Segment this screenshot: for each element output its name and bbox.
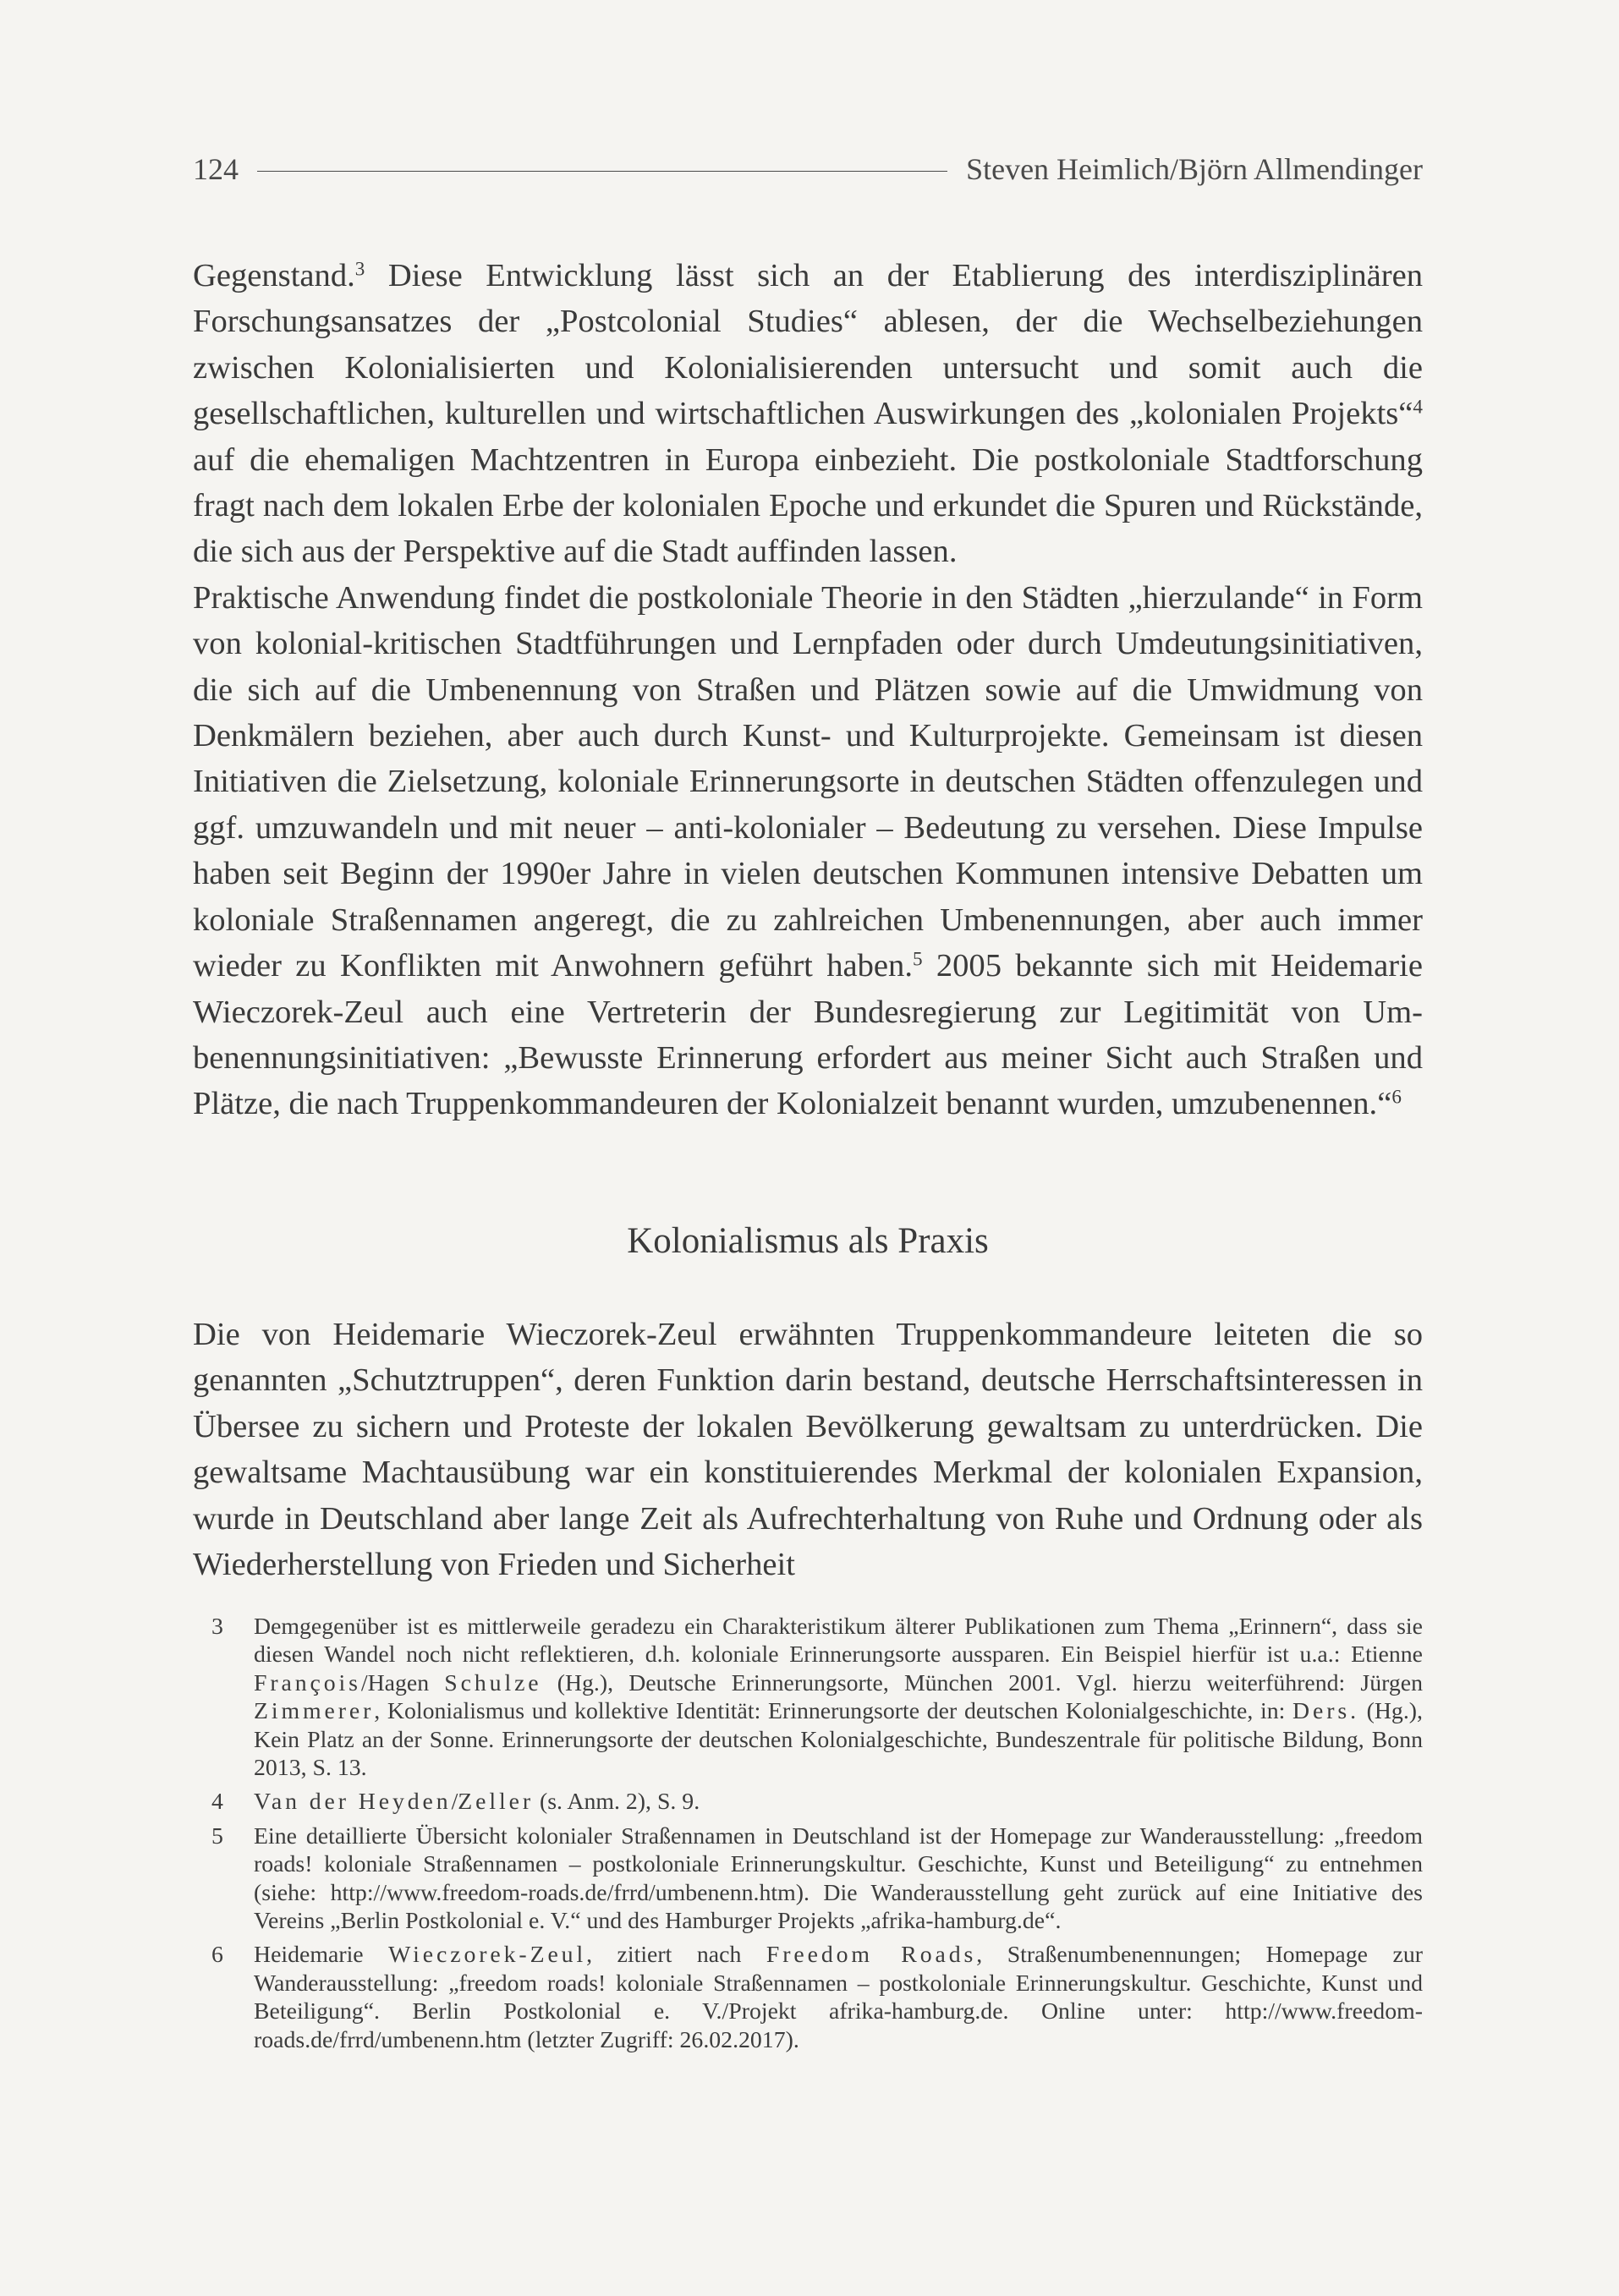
- text-run: Praktische Anwendung findet die postkoloniale Theorie in den Städten „hierzulande“ in Form von kolonial-kritischen Stadtführungen und Lernpfaden oder durch Umdeutungsinitiativen, die sich auf die Umbenennung von Straßen und Plätzen sowie auf die Umwidmung von Denkmälern beziehen, aber auch durch Kunst- und Kulturprojekte. Gemeinsam ist diesen Initiativen die Zielsetzung, koloniale Erinnerungsorte in deutschen Städten offenzulegen und ggf. umzuwandeln und mit neuer – anti-kolonialer – Bedeutung zu versehen. Diese Impulse haben seit Beginn der 1990er Jahre in vielen deutschen Kommunen intensive Debatten um koloniale Straßennamen angeregt, die zu zahlreichen Umbenennungen, aber auch immer wieder zu Konflikten mit Anwohnern geführt haben.: [193, 579, 1423, 984]
- text-run: /Hagen: [360, 1669, 445, 1696]
- section-heading: Kolonialismus als Praxis: [627, 1221, 989, 1261]
- text-run: Demgegenüber ist es mittlerweile geradezu ein Charakteristikum älterer Publikationen zum Thema „Erinnern“, dass sie diesen Wandel noch nicht reflektieren, d.h. koloniale Erinnerungsorte aussparen. Ein Beispiel hierfür ist u.a.: Etienne: [254, 1614, 1423, 1669]
- author-name: Freedom Roads: [766, 1942, 977, 1969]
- footnote-ref-4[interactable]: 4: [1413, 396, 1423, 419]
- text-run: , Straßenumbenennungen; Homepage zur Wanderausstellung: „freedom roads! koloniale Straßennamen – postkoloniale Erinnerungskultur. Geschichte, Kunst und Beteiligung“. Berlin Postkolonial e. V./Projekt afrika-hamburg.de. Online unter: http://www.freedom-roads.de/frrd/umbenenn.htm (letzter Zugriff: 26.02.2017).: [254, 1942, 1423, 2053]
- author-name: Zimmerer: [254, 1698, 375, 1725]
- author-name: Wieczorek-Zeul: [388, 1942, 587, 1969]
- author-name: Van der Heyden: [254, 1789, 452, 1816]
- text-run: (Hg.), Deutsche Erinnerungsorte, München 2001. Vgl. hierzu weiterführend: Jürgen: [541, 1669, 1423, 1696]
- footnote-number: 5: [211, 1822, 223, 1849]
- footnote-text: [254, 1788, 1423, 1816]
- footnote-number: 4: [211, 1789, 223, 1816]
- footnotes: [211, 1613, 1423, 2060]
- footnote-6: [211, 1941, 1423, 2054]
- footnote-ref-6[interactable]: 6: [1391, 1086, 1402, 1109]
- author-name: Zeller: [458, 1789, 535, 1816]
- paragraph-2: [193, 575, 1423, 1127]
- author-name: Ders.: [1292, 1698, 1359, 1725]
- text-run: Heidemarie: [254, 1942, 389, 1969]
- text-run: , zitiert nach: [586, 1942, 766, 1969]
- text-run: /: [451, 1789, 458, 1816]
- paragraph-1: [193, 253, 1423, 575]
- footnote-3: [211, 1613, 1423, 1782]
- footnote-text: [254, 1941, 1423, 2054]
- footnote-4: [211, 1788, 1423, 1816]
- text-run: , Kolonialismus und kollektive Identität: Erinnerungsorte der deutschen Kolonialgeschichte, in:: [374, 1698, 1293, 1725]
- body-text-block-2: [193, 1312, 1423, 1587]
- text-run: auf die ehemaligen Machtzentren in Europa einbezieht. Die postkoloniale Stadtforschung fragt nach dem lokalen Erbe der kolonialen Epoche und erkundet die Spuren und Rückstände, die sich aus der Perspektive auf die Stadt auffinden lassen.: [193, 441, 1423, 570]
- text-run: (Hg.), Kein Platz an der Sonne. Erinnerungsorte der deutschen Kolonialgeschichte, Bundeszentrale für politische Bildung, Bonn 2013, S. 13.: [254, 1698, 1423, 1782]
- running-head-authors: Steven Heimlich/Björn Allmendinger: [966, 152, 1423, 186]
- text-run: Diese Entwicklung lässt sich an der Etablierung des interdisziplinären Forschungsansatzes der „Postcolonial Studies“ ablesen, der die Wechselbeziehungen zwischen Kolonialisierten und Kolonialisierenden untersucht und somit auch die gesellschaftlichen, kulturellen und wirtschaftlichen Auswirkungen des „kolonialen Projekts“: [193, 258, 1423, 432]
- footnote-ref-3[interactable]: 3: [354, 258, 365, 281]
- header-rule: [257, 171, 947, 172]
- author-name: Schulze: [444, 1669, 542, 1696]
- footnote-5: [211, 1822, 1423, 1936]
- footnote-text: Eine detaillierte Übersicht kolonialer Straßennamen in Deutschland ist der Homepage zur Wanderausstellung: „freedom roads! koloniale Straßennamen – postkoloniale Erinnerungskultur. Geschichte, Kunst und Beteiligung“ zu entnehmen (siehe: http://www.freedom-roads.de/frrd/umbenenn.htm). Die Wanderausstellung geht zurück auf eine Initiative des Vereins „Berlin Postkolonial e. V.“ und des Hamburger Projekts „afrika-hamburg.de“.: [254, 1822, 1423, 1935]
- text-run: 2005 bekannte sich mit Heidemarie Wieczorek-Zeul auch eine Vertreterin der Bundesregierung zur Legitimität von Umbenennungsinitiativen: „Bewusste Erinnerung erfordert aus meiner Sicht auch Straßen und Plätze, die nach Truppenkommandeuren der Kolonialzeit benannt wurden, umzubenennen.“: [193, 948, 1423, 1122]
- footnote-number: 6: [211, 1942, 223, 1969]
- footnote-number: 3: [211, 1614, 223, 1640]
- footnote-ref-5[interactable]: 5: [912, 948, 923, 971]
- text-run: (s. Anm. 2), S. 9.: [534, 1789, 700, 1816]
- body-text-block-1: [193, 253, 1423, 1127]
- author-name: François: [254, 1669, 361, 1696]
- text-run: Gegenstand.: [193, 258, 355, 293]
- page-number: 124: [193, 152, 239, 186]
- footnote-text: [254, 1613, 1423, 1782]
- paragraph-3: Die von Heidemarie Wieczorek-Zeul erwähnten Truppenkommandeure leiteten die so genannten „Schutztruppen“, deren Funktion darin bestand, deutsche Herrschaftsinteressen in Übersee zu sichern und Proteste der lokalen Bevölkerung gewaltsam zu unterdrücken. Die gewaltsame Machtausübung war ein konstituierendes Merkmal der kolonialen Expansion, wurde in Deutschland aber lange Zeit als Aufrechterhaltung von Ruhe und Ordnung oder als Wiederherstellung von Frieden und Sicherheit: [193, 1317, 1423, 1583]
- running-head: [193, 147, 1423, 191]
